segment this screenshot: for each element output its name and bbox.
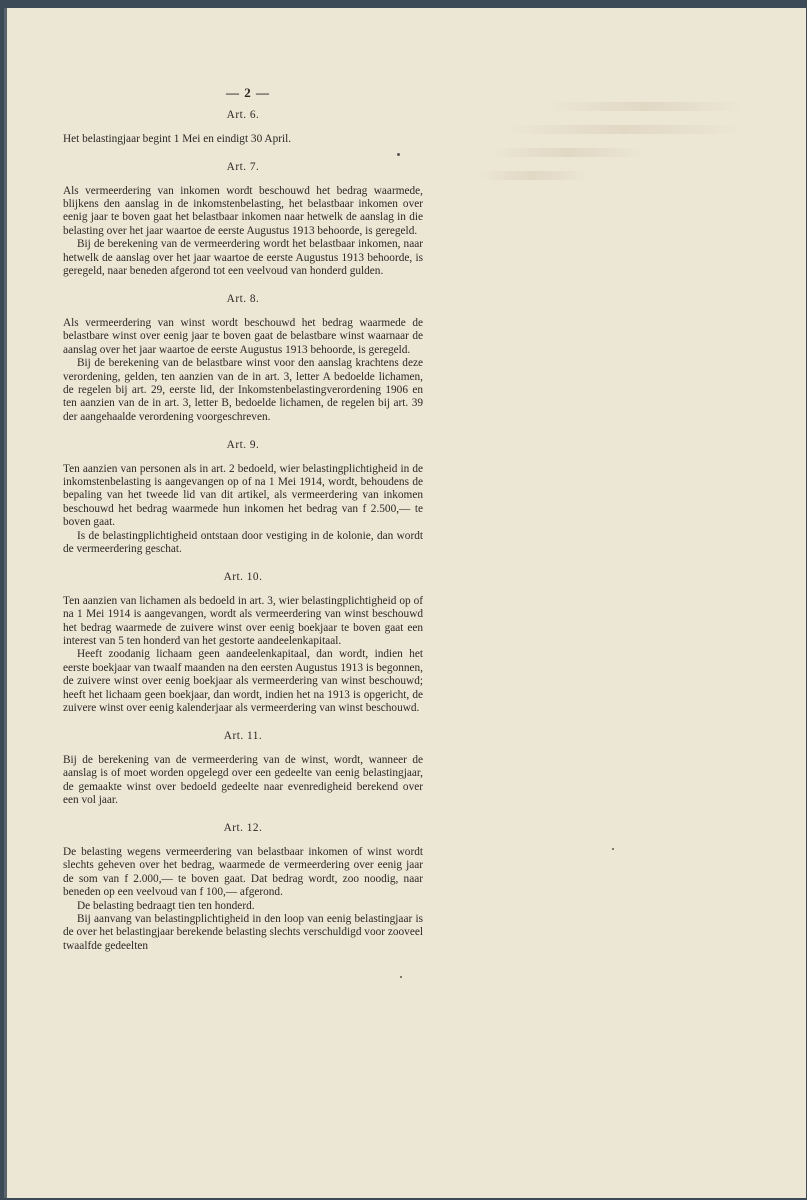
article-paragraph: Heeft zoodanig lichaam geen aandeelenkapitaal, dan wordt, indien het eerste boekjaar van twaalf maanden na den eersten Augustus 1913 is begonnen, de zuivere winst over eenig boekjaar als vermeerdering van winst beschouwd; heeft het lichaam geen boekjaar, dan wordt, indien het na 1913 is opgericht, de zuivere winst over eenig kalenderjaar als vermeerdering van winst beschouwd. xyxy=(63,648,423,715)
article-8 xyxy=(63,293,423,424)
paper-speck xyxy=(400,976,402,978)
document-page xyxy=(4,8,806,1198)
text-column xyxy=(63,86,423,953)
article-paragraph: Bij de berekening van de vermeerdering wordt het belastbaar inkomen, naar hetwelk de aanslag over het jaar waartoe de eerste Augustus 1913 behoorde, is geregeld, naar beneden afgerond tot een veelvoud van honderd gulden. xyxy=(63,238,423,278)
show-through-text xyxy=(477,88,757,238)
article-paragraph: Als vermeerdering van winst wordt beschouwd het bedrag waarmede de belastbare winst over eenig jaar te boven gaat de belastbare winst waarnaar de aanslag over het jaar waartoe de eerste Augustus 1913 behoorde, is geregeld. xyxy=(63,316,423,356)
article-heading: Art. 8. xyxy=(226,293,260,306)
article-heading: Art. 12. xyxy=(223,822,263,835)
article-9 xyxy=(63,439,423,556)
article-10 xyxy=(63,571,423,715)
article-paragraph: Is de belastingplichtigheid ontstaan door vestiging in de kolonie, dan wordt de vermeerdering geschat. xyxy=(63,529,423,555)
article-heading: Art. 6. xyxy=(226,109,260,122)
article-paragraph: Bij de berekening van de vermeerdering van de winst, wordt, wanneer de aanslag is of moet worden opgelegd over een gedeelte van eenig belastingjaar, de gemaakte winst over bedoeld gedeelte naar evenredigheid berekend over een vol jaar. xyxy=(63,753,423,807)
article-heading: Art. 7. xyxy=(226,161,260,174)
article-paragraph: De belasting wegens vermeerdering van belastbaar inkomen of winst wordt slechts geheven over het bedrag, waarmede de vermeerdering over eenig jaar de som van f 2.000,— te boven gaat. Dat bedrag wordt, zoo noodig, naar beneden op een veelvoud van f 100,— afgerond. xyxy=(63,845,423,899)
article-11 xyxy=(63,730,423,807)
article-heading: Art. 11. xyxy=(223,730,263,743)
article-paragraph: Bij de berekening van de belastbare winst voor den aanslag krachtens deze verordening, gelden, ten aanzien van de in art. 3, letter A bedoelde lichamen, de regelen bij art. 29, eerste lid, der Inkomstenbelastingverordening 1906 en ten aanzien van de in art. 3, letter B, bedoelde lichamen, de regelen bij art. 39 der aangehaalde verordening voorgeschreven. xyxy=(63,357,423,423)
paper-speck xyxy=(612,848,614,850)
article-paragraph: Ten aanzien van personen als in art. 2 bedoeld, wier belastingplichtigheid in de inkomstenbelasting is aangevangen op of na 1 Mei 1914, wordt, behoudens de bepaling van het tweede lid van dit artikel, als vermeerdering van inkomen beschouwd het bedrag waarmede hun inkomen het bedrag van f 2.500,— te boven gaat. xyxy=(63,462,423,529)
article-paragraph: Bij aanvang van belastingplichtigheid in den loop van eenig belastingjaar is de over het belastingjaar berekende belasting slechts verschuldigd voor zooveel twaalfde gedeelten xyxy=(63,912,423,952)
article-paragraph: Ten aanzien van lichamen als bedoeld in art. 3, wier belastingplichtigheid op of na 1 Mei 1914 is aangevangen, wordt als vermeerdering van winst beschouwd het bedrag waarmede de zuivere winst over eenig boekjaar te boven gaat een interest van 5 ten honderd van het gestorte aandeelenkapitaal. xyxy=(63,594,423,647)
article-heading: Art. 10. xyxy=(223,571,263,584)
article-7 xyxy=(63,161,423,278)
article-heading: Art. 9. xyxy=(226,439,260,452)
article-12 xyxy=(63,822,423,953)
article-paragraph: Het belastingjaar begint 1 Mei en eindigt 30 April. xyxy=(63,132,292,145)
article-6 xyxy=(63,109,423,146)
article-paragraph: Als vermeerdering van inkomen wordt beschouwd het bedrag waarmede, blijkens den aanslag in de inkomstenbelasting, het belastbaar inkomen over eenig jaar te boven gaat het belastbaar inkomen naar hetwelk de aanslag in die belasting over het jaar waartoe de eerste Augustus 1913 behoorde, is geregeld. xyxy=(63,184,423,237)
article-paragraph: De belasting bedraagt tien ten honderd. xyxy=(77,899,255,912)
page-number: — 2 — xyxy=(226,85,270,100)
